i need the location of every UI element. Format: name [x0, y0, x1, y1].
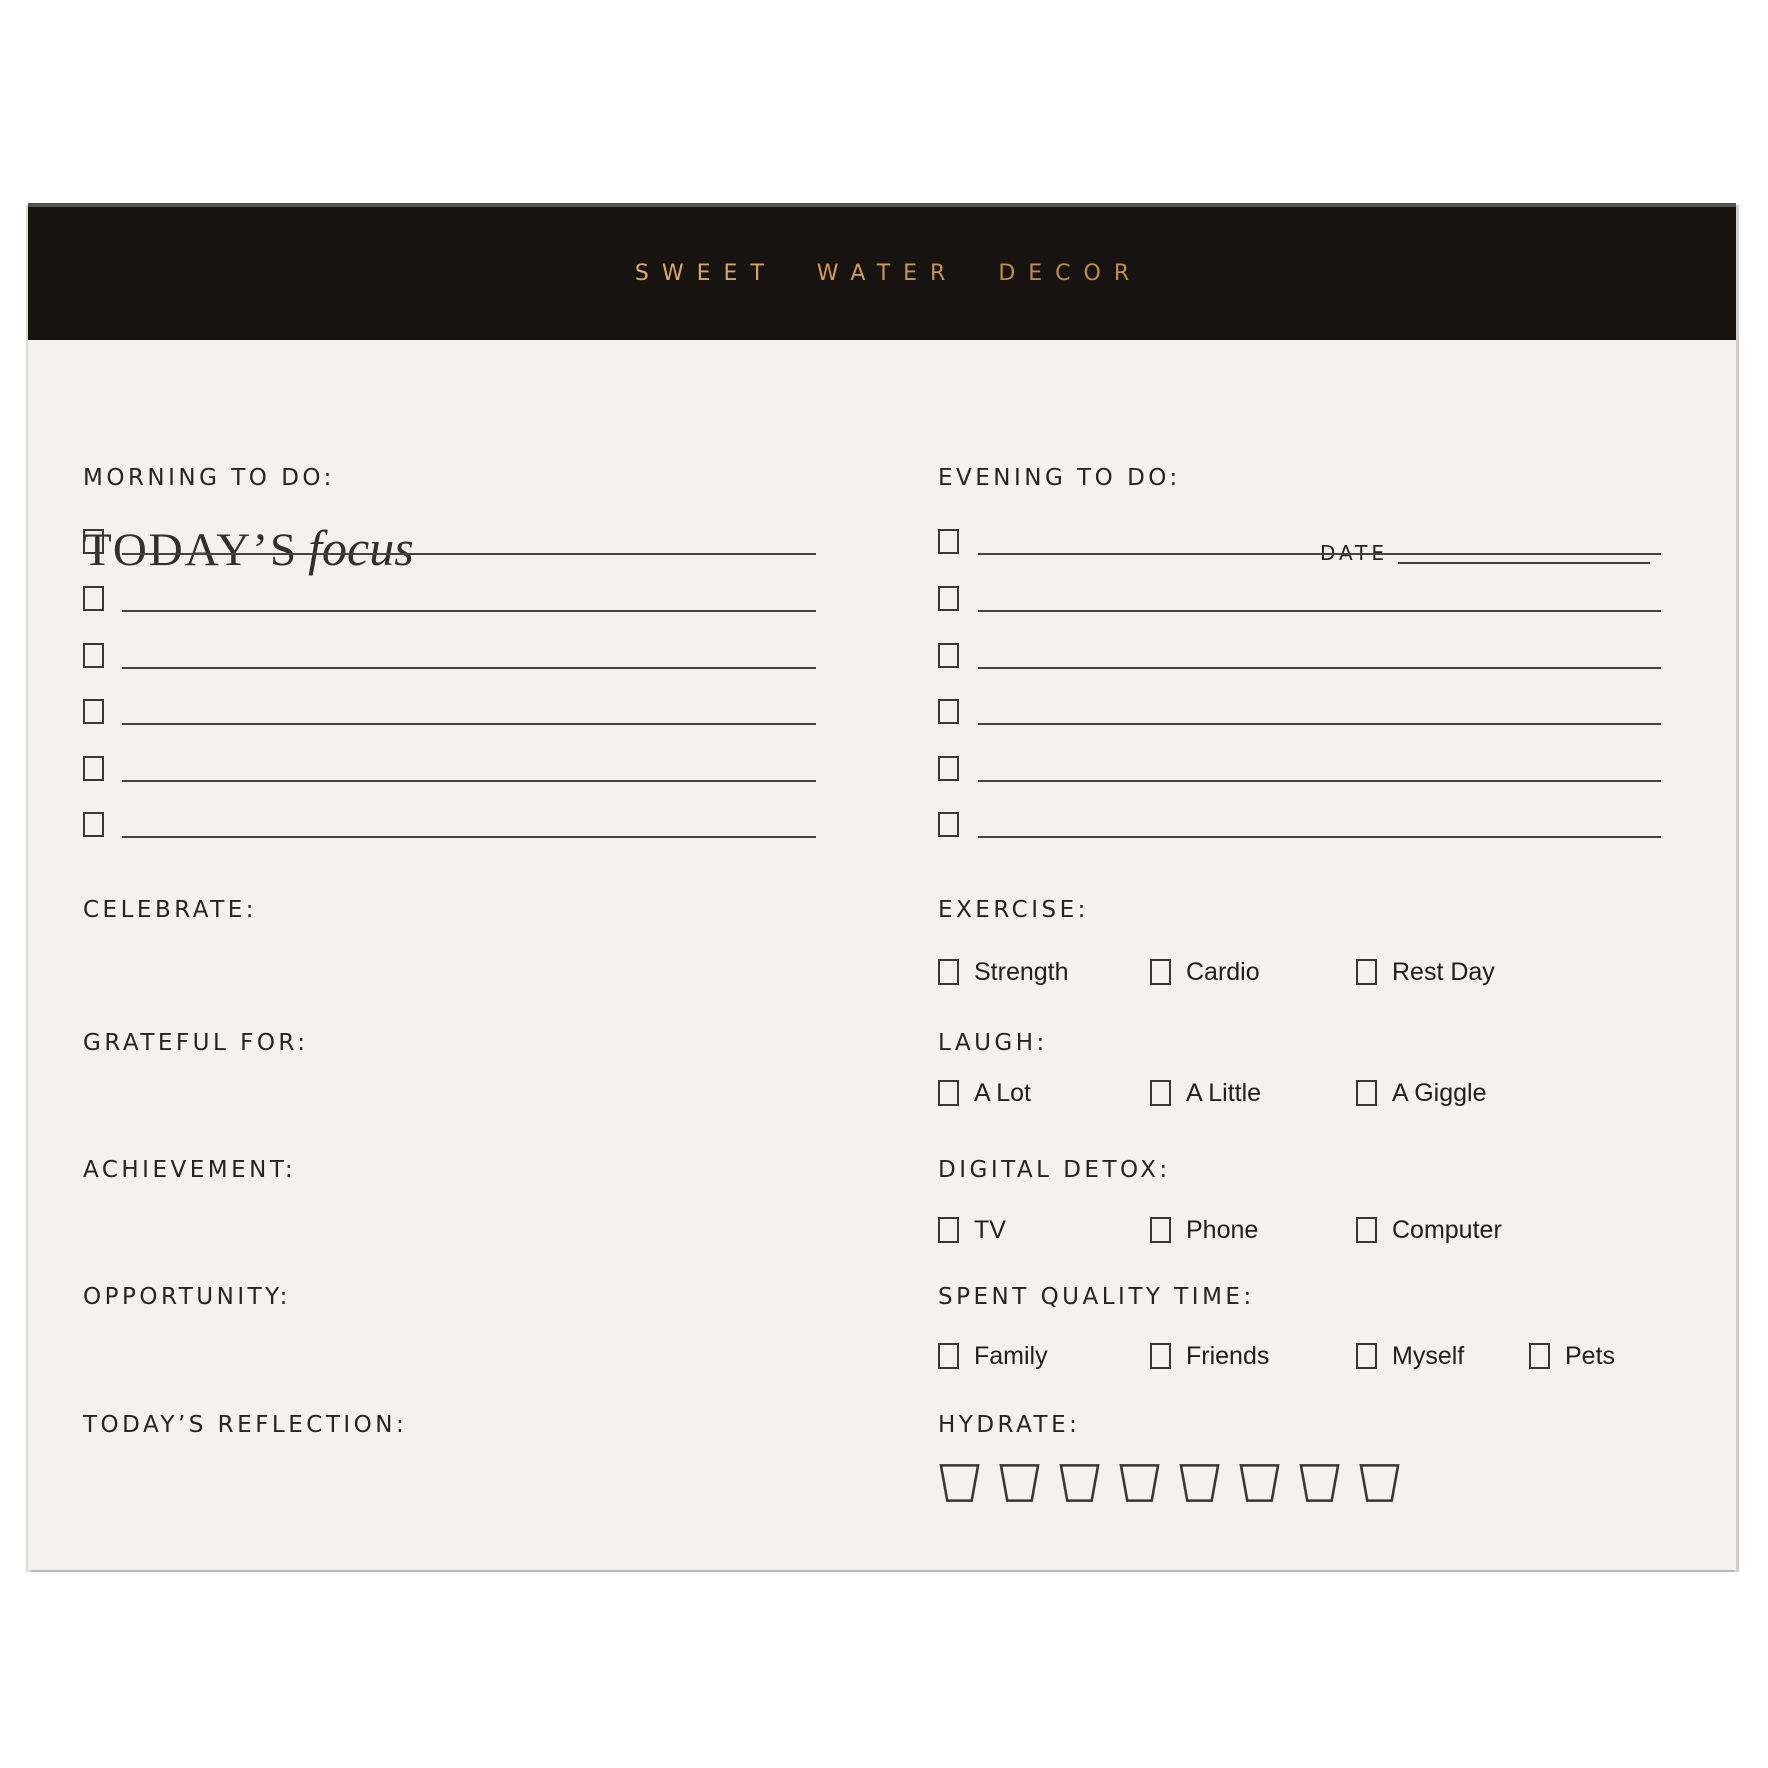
- morning-todo-row: [83, 527, 816, 555]
- option-checkbox[interactable]: [1150, 959, 1171, 985]
- todo-checkbox[interactable]: [83, 699, 104, 724]
- todo-write-line[interactable]: [978, 836, 1661, 838]
- evening-todo-row: [938, 527, 1661, 555]
- evening-todo-row: [938, 584, 1661, 612]
- water-cup-icon[interactable]: [938, 1463, 981, 1503]
- option-friends: Friends: [1150, 1343, 1269, 1369]
- water-cup-icon[interactable]: [1238, 1463, 1281, 1503]
- todo-checkbox[interactable]: [938, 529, 959, 554]
- todo-checkbox[interactable]: [83, 586, 104, 611]
- option-checkbox[interactable]: [1150, 1217, 1171, 1243]
- todo-write-line[interactable]: [978, 723, 1661, 725]
- option-pets: Pets: [1529, 1343, 1615, 1369]
- todo-write-line[interactable]: [978, 667, 1661, 669]
- water-cup-icon[interactable]: [1118, 1463, 1161, 1503]
- morning-todo-row: [83, 584, 816, 612]
- prompt-opportunity: OPPORTUNITY:: [83, 1284, 291, 1310]
- tracker-exercise-options: [938, 959, 1688, 989]
- todo-write-line[interactable]: [978, 553, 1661, 555]
- todo-write-line[interactable]: [122, 610, 816, 612]
- water-cup-icon[interactable]: [1178, 1463, 1221, 1503]
- todo-checkbox[interactable]: [938, 699, 959, 724]
- prompt-grateful: GRATEFUL FOR:: [83, 1030, 309, 1056]
- option-checkbox[interactable]: [938, 1080, 959, 1106]
- option-a-lot: A Lot: [938, 1080, 1031, 1106]
- evening-todo-heading: EVENING TO DO:: [938, 465, 1181, 491]
- todo-write-line[interactable]: [978, 780, 1661, 782]
- tracker-digital-detox-options: [938, 1217, 1688, 1247]
- todo-checkbox[interactable]: [938, 812, 959, 837]
- todo-checkbox[interactable]: [83, 529, 104, 554]
- morning-todo-row: [83, 754, 816, 782]
- todo-write-line[interactable]: [122, 553, 816, 555]
- option-checkbox[interactable]: [938, 959, 959, 985]
- todo-checkbox[interactable]: [83, 756, 104, 781]
- tracker-quality-time-options: [938, 1343, 1688, 1373]
- evening-todo-row: [938, 810, 1661, 838]
- tracker-laugh-options: [938, 1080, 1688, 1110]
- tracker-laugh-heading: LAUGH:: [938, 1030, 1048, 1056]
- tracker-exercise-heading: EXERCISE:: [938, 897, 1089, 923]
- option-checkbox[interactable]: [1356, 1343, 1377, 1369]
- option-phone: Phone: [1150, 1217, 1258, 1243]
- todo-write-line[interactable]: [122, 780, 816, 782]
- water-cup-icon[interactable]: [1358, 1463, 1401, 1503]
- water-cup-icon[interactable]: [1298, 1463, 1341, 1503]
- option-family: Family: [938, 1343, 1048, 1369]
- evening-todo-row: [938, 697, 1661, 725]
- page-title-main: TODAY’S: [83, 524, 299, 576]
- tracker-digital-detox-heading: DIGITAL DETOX:: [938, 1157, 1171, 1183]
- option-a-little: A Little: [1150, 1080, 1261, 1106]
- option-checkbox[interactable]: [1356, 959, 1377, 985]
- todo-checkbox[interactable]: [83, 643, 104, 668]
- option-tv: TV: [938, 1217, 1006, 1243]
- evening-todo-row: [938, 641, 1661, 669]
- morning-todo-row: [83, 697, 816, 725]
- option-a-giggle: A Giggle: [1356, 1080, 1487, 1106]
- todo-checkbox[interactable]: [938, 586, 959, 611]
- option-strength: Strength: [938, 959, 1069, 985]
- todo-write-line[interactable]: [122, 836, 816, 838]
- hydrate-cups: [938, 1463, 1401, 1503]
- water-cup-icon[interactable]: [1058, 1463, 1101, 1503]
- option-checkbox[interactable]: [938, 1343, 959, 1369]
- brand-header: [28, 203, 1736, 340]
- option-cardio: Cardio: [1150, 959, 1260, 985]
- option-computer: Computer: [1356, 1217, 1502, 1243]
- todo-write-line[interactable]: [978, 610, 1661, 612]
- option-checkbox[interactable]: [1150, 1080, 1171, 1106]
- todo-checkbox[interactable]: [83, 812, 104, 837]
- morning-todo-row: [83, 641, 816, 669]
- morning-todo-heading: MORNING TO DO:: [83, 465, 335, 491]
- notepad-page: [28, 203, 1736, 1570]
- option-myself: Myself: [1356, 1343, 1464, 1369]
- option-checkbox[interactable]: [1150, 1343, 1171, 1369]
- prompt-achievement: ACHIEVEMENT:: [83, 1157, 297, 1183]
- date-label: DATE: [1320, 541, 1389, 565]
- option-checkbox[interactable]: [938, 1217, 959, 1243]
- todo-write-line[interactable]: [122, 723, 816, 725]
- water-cup-icon[interactable]: [998, 1463, 1041, 1503]
- prompt-reflection: TODAY’S REFLECTION:: [83, 1412, 408, 1438]
- option-rest-day: Rest Day: [1356, 959, 1495, 985]
- prompt-celebrate: CELEBRATE:: [83, 897, 258, 923]
- tracker-hydrate-heading: HYDRATE:: [938, 1412, 1081, 1438]
- option-checkbox[interactable]: [1356, 1217, 1377, 1243]
- todo-checkbox[interactable]: [938, 643, 959, 668]
- evening-todo-row: [938, 754, 1661, 782]
- todo-checkbox[interactable]: [938, 756, 959, 781]
- page-title-accent: focus: [308, 520, 414, 576]
- option-checkbox[interactable]: [1529, 1343, 1550, 1369]
- morning-todo-row: [83, 810, 816, 838]
- brand-name: SWEET WATER DECOR: [28, 207, 1736, 340]
- todo-write-line[interactable]: [122, 667, 816, 669]
- option-checkbox[interactable]: [1356, 1080, 1377, 1106]
- tracker-quality-time-heading: SPENT QUALITY TIME:: [938, 1284, 1255, 1310]
